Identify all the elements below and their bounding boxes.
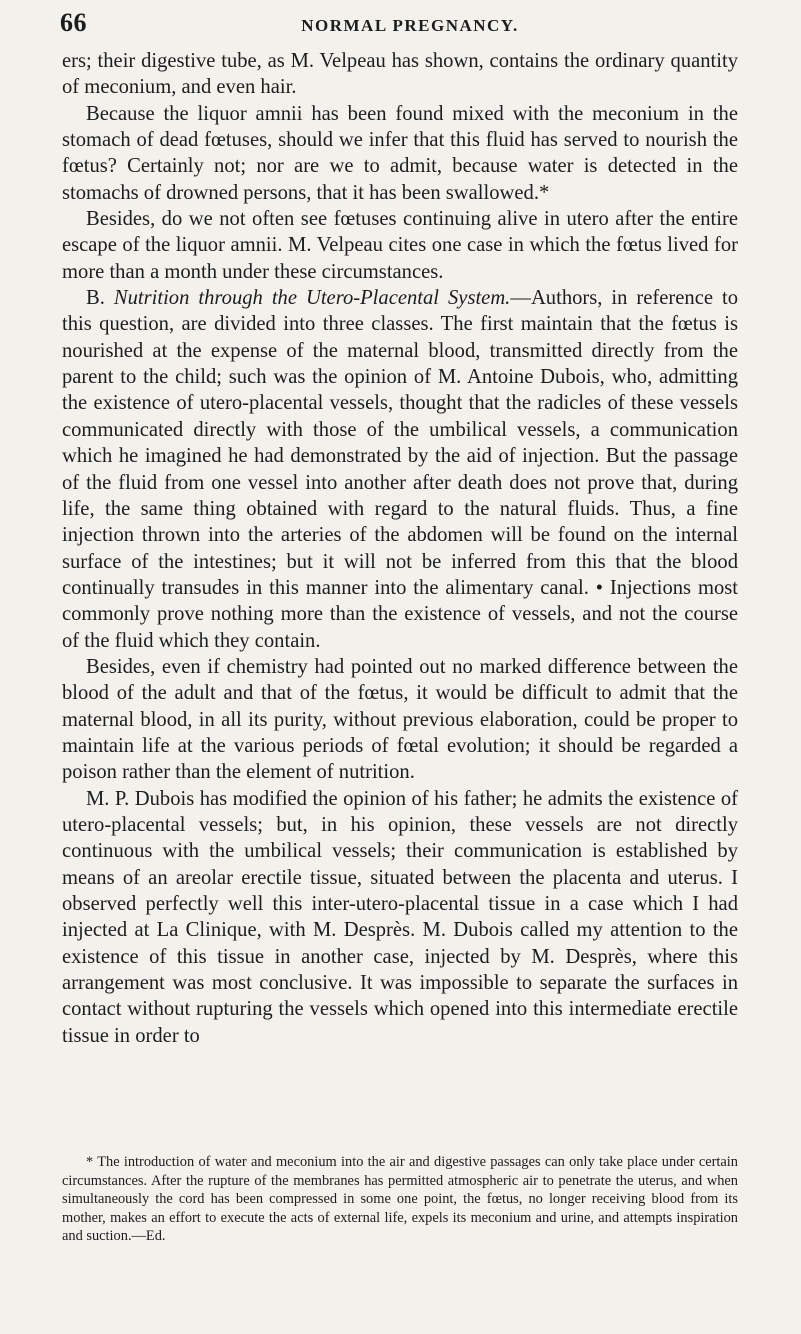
- paragraph-foetus-alive: Besides, do we not often see fœtuses continuing alive in utero after the entire escape of the liquor amnii. M. Velpeau cites one case in which the fœtus lived for more than a month under these circumstances.: [62, 208, 738, 283]
- footnote: * The introduction of water and meconium into the air and digestive passages can only take place under certain circumstances. After the rupture of the membranes has permitted atmospheric air to penetrate the uterus, and when simultaneously the cord has been compressed in some one point, the fœtus, no longer receiving blood from its mother, makes an effort to execute the acts of external life, expels its meconium and urine, and attempts inspiration and suction.—Ed.: [62, 1154, 738, 1244]
- paragraph-liquor-amnii: Because the liquor amnii has been found mixed with the meconium in the stomach of dead fœtuses, should we infer that this fluid has served to nourish the fœtus? Certainly not; nor are we to admit, because water is detected in the stomachs of drowned persons, that it has been swallowed.*: [62, 102, 738, 204]
- section-letter: B.: [86, 287, 114, 310]
- running-title: NORMAL PREGNANCY.: [301, 16, 519, 35]
- page-number: 66: [60, 8, 87, 37]
- body-text: [62, 48, 738, 1049]
- running-head: [60, 8, 760, 38]
- paragraph-section-b: [62, 285, 738, 654]
- paragraph-chemistry: Besides, even if chemistry had pointed out no marked difference between the blood of the adult and that of the fœtus, it would be difficult to admit that the maternal blood, in all its purity, without previous elaboration, could be proper to maintain life at the various periods of fœtal evolution; it should be regarded a poison rather than the element of nutrition.: [62, 655, 738, 784]
- section-text: —Authors, in reference to this question, are divided into three classes. The first maintain that the fœtus is nourished at the expense of the maternal blood, transmitted directly from the parent to the child; such was the opinion of M. Antoine Dubois, who, admitting the existence of utero-placental vessels, thought that the radicles of these vessels communicated directly with those of the umbilical vessels, a communication which he imagined he had demonstrated by the aid of injection. But the passage of the fluid from one vessel into another after death does not prove that, during life, the same thing obtained with regard to the natural fluids. Thus, a fine injection thrown into the arteries of the abdomen will be found on the internal surface of the intestines; but it will not be inferred from this that the blood continually transudes in this manner into the alimentary canal. • Injections most commonly prove nothing more than the existence of vessels, and not the course of the fluid which they contain.: [62, 287, 738, 652]
- paragraph-p-dubois: M. P. Dubois has modified the opinion of his father; he admits the existence of utero-placental vessels; but, in his opinion, these vessels are not directly continuous with the umbilical vessels; their communication is established by means of an areolar erectile tissue, situated between the placenta and uterus. I observed perfectly well this inter-utero-placental tissue in a case which I had injected at La Clinique, with M. Desprès. M. Dubois called my attention to the existence of this tissue in another case, injected by M. Desprès, where this arrangement was most conclusive. It was impossible to separate the surfaces in contact without rupturing the vessels which opened into this intermediate erectile tissue in order to: [62, 787, 738, 1047]
- section-heading: Nutrition through the Utero-Placental System.: [113, 287, 511, 310]
- paragraph-continuation: ers; their digestive tube, as M. Velpeau has shown, contains the ordinary quantity of meconium, and even hair.: [62, 50, 738, 99]
